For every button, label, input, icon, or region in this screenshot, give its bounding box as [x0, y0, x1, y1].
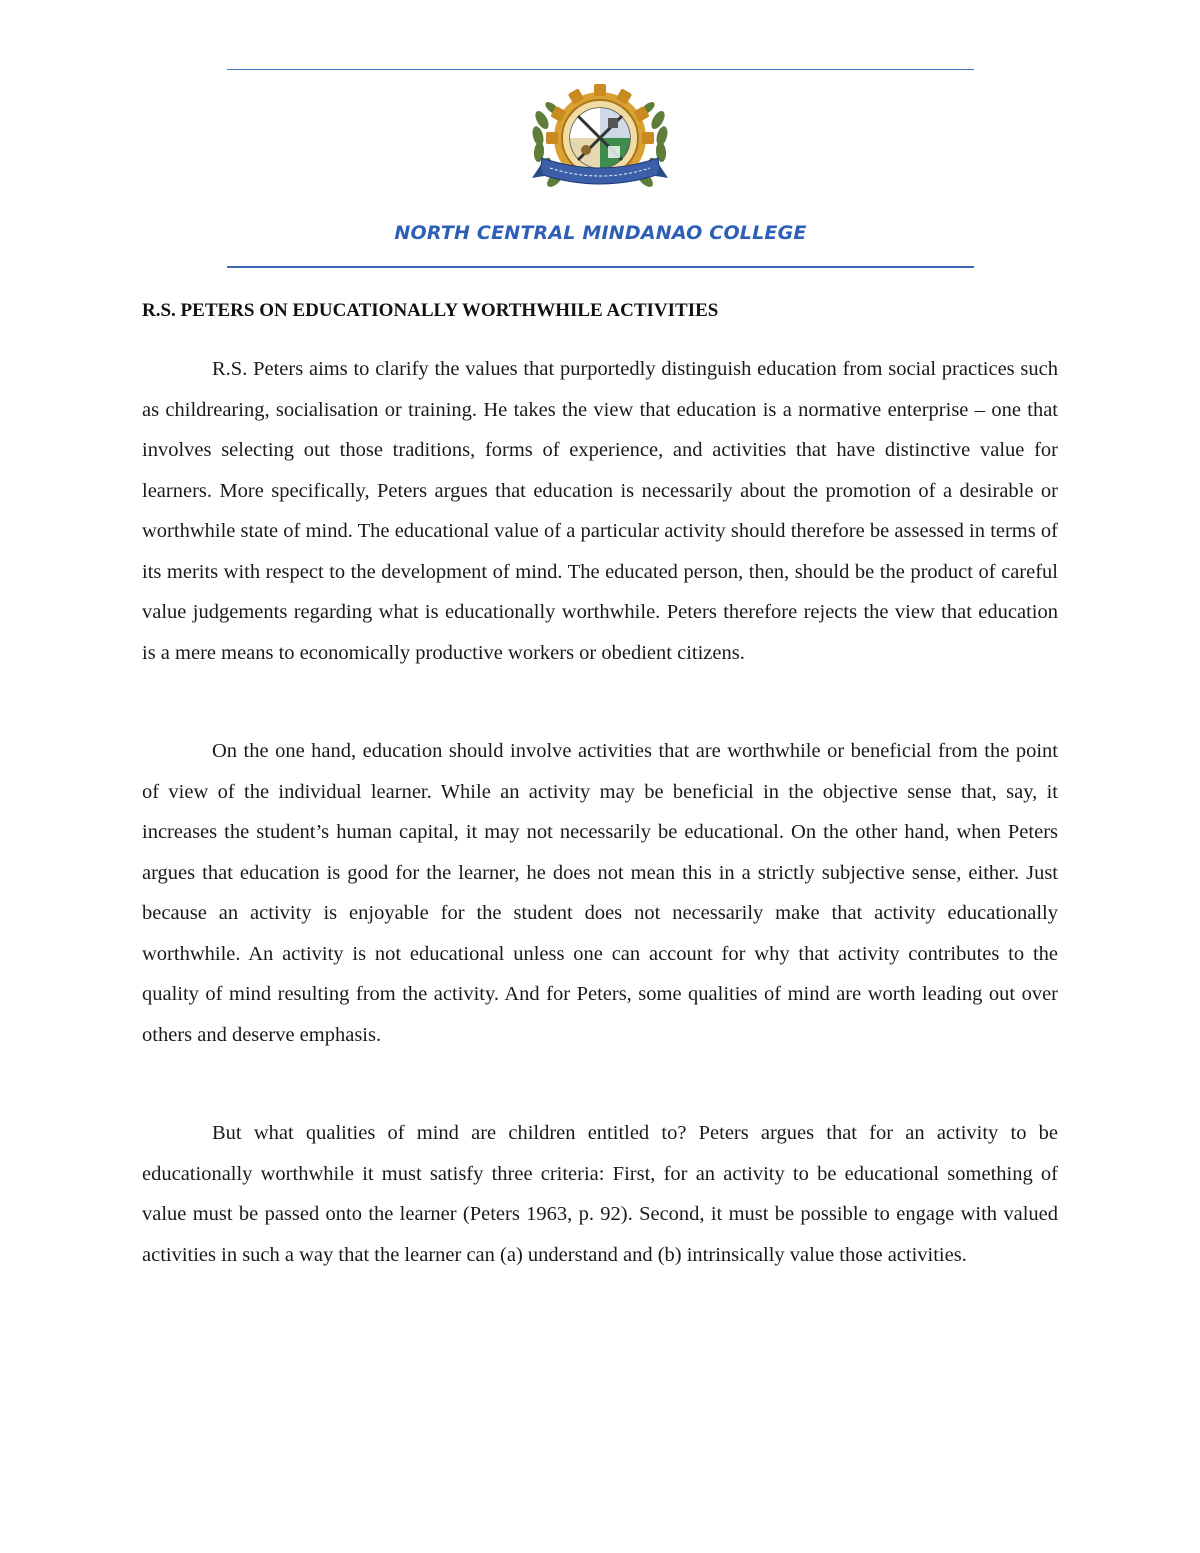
paragraph-2: On the one hand, education should involve activities that are worthwhile or beneficial from the point of view of the individual learner. While an activity may be beneficial in the objective sense that, say, it increases the student’s human capital, it may not necessarily be educational. On the other hand, when Peters argues that education is good for the learner, he does not mean this in a strictly subjective sense, either. Just because an activity is enjoyable for the student does not necessarily make that activity educationally worthwhile. An activity is not educational unless one can account for why that activity contributes to the quality of mind resulting from the activity. And for Peters, some qualities of mind are worth leading out over others and deserve emphasis. [142, 740, 1058, 1046]
paragraph-3: But what qualities of mind are children entitled to? Peters argues that for an activity to be educationally worthwhile it must satisfy three criteria: First, for an activity to be educational something of value must be passed onto the learner (Peters 1963, p. 92). Second, it must be possible to engage with valued activities in such a way that the learner can (a) understand and (b) intrinsically value those activities. [142, 1122, 1058, 1266]
header-bottom-rule [227, 266, 974, 268]
header-top-rule [227, 69, 974, 70]
paragraph-1: R.S. Peters aims to clarify the values that purportedly distinguish education from social practices such as childrearing, socialisation or training. He takes the view that education is a normative enterprise – one that involves selecting out those traditions, forms of experience, and activities that have distinctive value for learners. More specifically, Peters argues that education is necessarily about the promotion of a desirable or worthwhile state of mind. The educational value of a particular activity should therefore be assessed in terms of its merits with respect to the development of mind. The educated person, then, should be the product of careful value judgements regarding what is educationally worthwhile. Peters therefore rejects the view that education is a mere means to economically productive workers or obedient citizens. [142, 358, 1058, 664]
college-seal-icon [528, 82, 672, 206]
college-name: NORTH CENTRAL MINDANAO COLLEGE [394, 222, 807, 244]
document-title: R.S. PETERS ON EDUCATIONALLY WORTHWHILE ACTIVITIES [142, 300, 719, 321]
